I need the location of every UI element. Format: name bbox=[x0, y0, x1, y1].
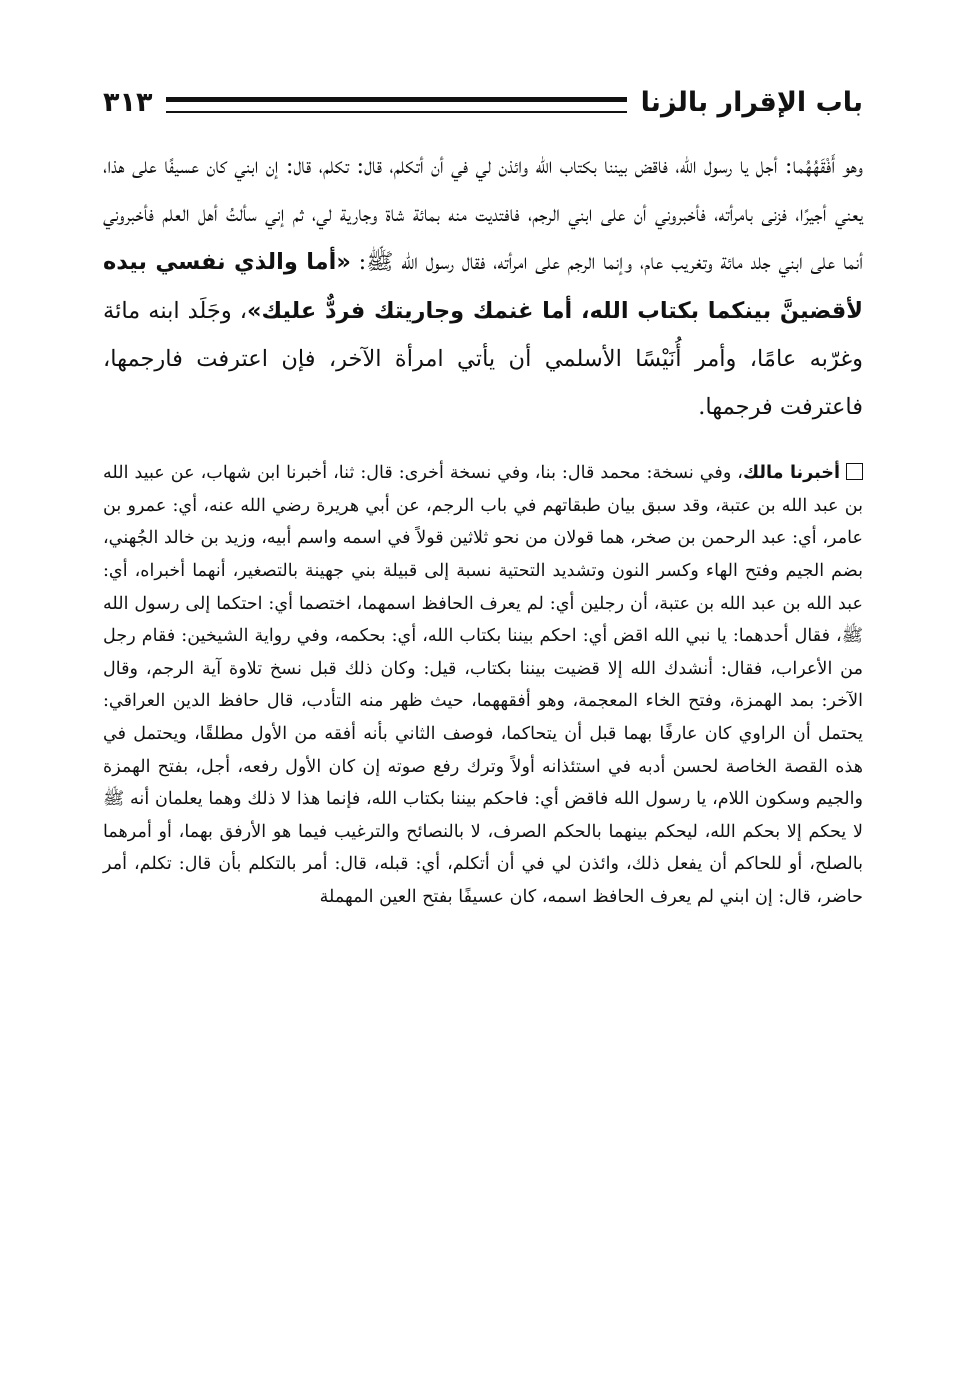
commentary-body: ، وفي نسخة: محمد قال: بنا، وفي نسخة أخرى: قال: ثنا، أخبرنا ابن شهاب، عن عبيد الله بن عبد الله بن عتبة، وقد سبق بيان طبقاتهم في باب الرجم، عن أبي هريرة رضي الله عنه، أي: عمرو بن عامر، أي: عبد الرحمن بن صخر، هما قولان من نحو ثلاثين قولاً في اسمه واسم أبيه، وزيد بن خالد الجُهني، بضم الجيم وفتح الهاء وكسر النون وتشديد التحتية نسبة إلى قبيلة بني جهينة بالتصغير، أنهما أخبراه، أي: عبد الله بن عبد الله بن عتبة، أن رجلين أي: لم يعرف الحافظ اسمهما، اختصما أي: احتكما إلى رسول الله ﷺ، فقال أحدهما: يا نبي الله اقض أي: احكم بيننا بكتاب الله، أي: بحكمه، وفي رواية الشيخين: فقام رجل من الأعراب، فقال: أنشدك الله إلا قضيت بيننا بكتاب، قيل: وكان ذلك قبل نسخ تلاوة آية الرجم، وقال الآخر: بمد الهمزة، وفتح الخاء المعجمة، وهو أفقههما، حيث ظهر منه التأدب، قال حافظ الدين العراقي: يحتمل أن الراوي كان عارفًا بهما قبل أن يتحاكما، فوصف الثاني بأنه أفقه من الأول مطلقًا، ويحتمل في هذه القصة الخاصة لحسن أدبه في استئذانه أولاً وترك رفع صوته إن كان الأول رفعه، أجل، بفتح الهمزة والجيم وسكون اللام، يا رسول الله فاقض أي: فاحكم بيننا بكتاب الله، فإنما هذا لا ذلك وهما يعلمان أنه ﷺ لا يحكم إلا بحكم الله، ليحكم بينهما بالحكم الصرف، لا بالنصائح والترغيب فيما هو الأرفق بهما، أو أمرهما بالصلح، أو للحاكم أن يفعل ذلك، وائذن لي في أن أتكلم، أي: قبله، قال: أمر بالتكلم بأن قال: تكلم، أمر حاضر، قال: إن ابني لم يعرف الحافظ اسمه، كان عسيفًا بفتح العين المهملة bbox=[103, 463, 863, 907]
hadith-narrative: وهو أَفْقَهُهُما: أجل يا رسول الله، فاقض بيننا بكتاب الله وائذن لي في أن أتكلم، قال: تكلم، قال: إن ابني كان عسيفًا على هذا، يعني أجيرًا، فزنى بامرأته، فأخبروني أن على ابني الرجم، فافتديت منه بمائة شاة وجارية لي، ثم إني سألتُ أهل العلم فأخبروني أنما على ابني جلد مائة وتغريب عام، وإنما الرجم على امرأته، فقال رسول الله ﷺ: bbox=[103, 153, 864, 276]
hadith-text bbox=[103, 142, 863, 431]
commentary-lead: أخبرنا مالك bbox=[742, 463, 840, 484]
running-head bbox=[103, 80, 863, 124]
commentary-text bbox=[103, 457, 863, 913]
hadith-conclusion: ، وجَلَد ابنه مائة وغرّبه عامًا، وأمر أُنَيْسًا الأسلمي أن يأتي امرأة الآخر، فإن اعترفت فارجمها، فاعترفت فرجمها. bbox=[103, 297, 863, 421]
prophet-quote: «أما والذي نفسي بيده لأقضينَّ بينكما بكتاب الله، أما غنمك وجاريتك فردٌّ عليك» bbox=[103, 249, 863, 324]
header-rule bbox=[166, 97, 626, 113]
chapter-title: باب الإقرار بالزنا bbox=[640, 86, 863, 118]
page-number: ٣١٣ bbox=[103, 86, 153, 118]
square-marker-icon bbox=[846, 463, 863, 480]
